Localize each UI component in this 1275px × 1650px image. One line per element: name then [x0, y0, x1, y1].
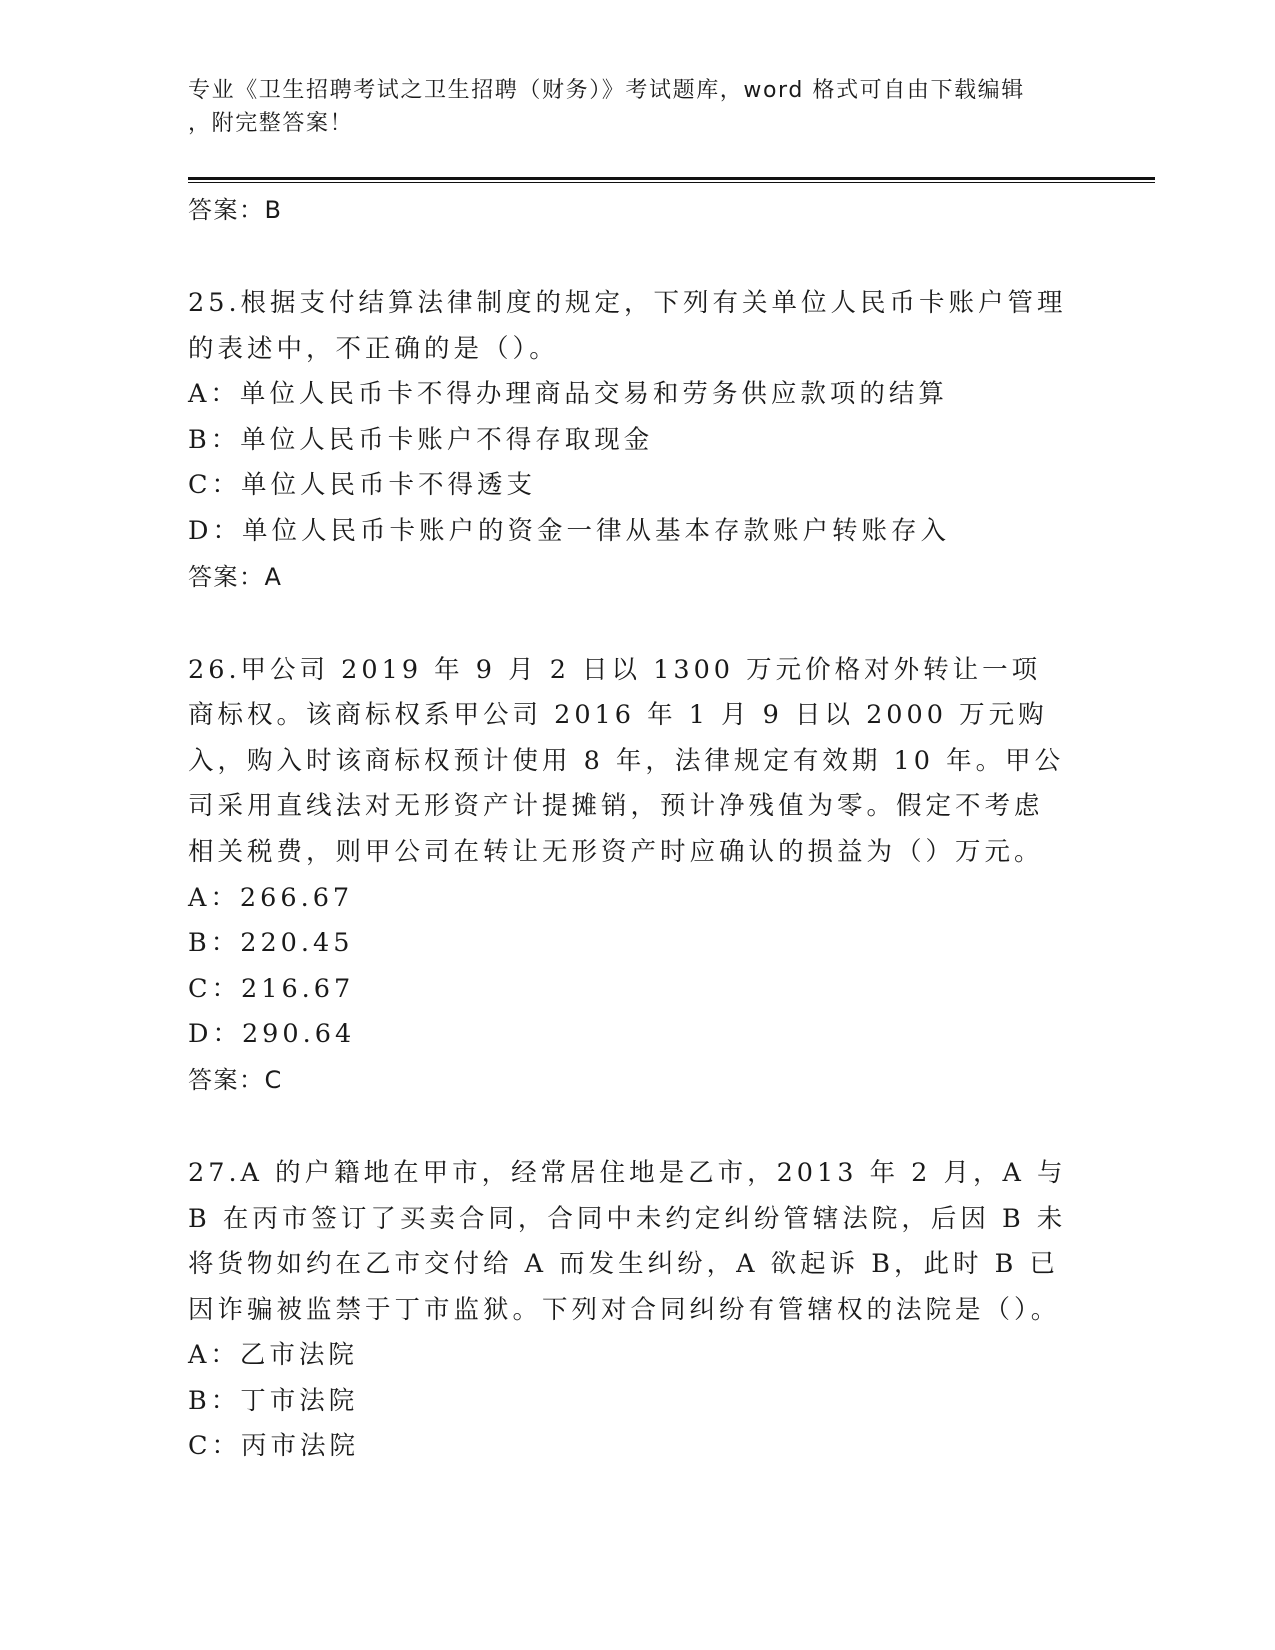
question-text: 27.A 的户籍地在甲市，经常居住地是乙市，2013 年 2 月，A 与 B 在丙市签订了买卖合同，合同中未约定纠纷管辖法院，后因 B 未将货物如约在乙市交付给 A 而发生纠纷，A 欲起诉 B，此时 B 已因诈骗被监禁于丁市监狱。下列对合同纠纷有管辖权的法院是（）。 — [188, 1157, 1067, 1325]
option-c: C：单位人民币卡不得透支 — [188, 470, 537, 501]
answer-line: 答案：A — [188, 562, 283, 591]
document-header — [188, 74, 1088, 140]
question-27 — [188, 1151, 1068, 1470]
option-b: B：丁市法院 — [188, 1385, 359, 1416]
option-d: D：290.64 — [188, 1019, 356, 1050]
answer-value: A — [264, 562, 283, 591]
option-b: B：220.45 — [188, 928, 354, 959]
option-c: C：216.67 — [188, 973, 355, 1004]
option-a: A：乙市法院 — [188, 1340, 358, 1371]
question-list — [188, 188, 1068, 1470]
answer-line: 答案：C — [188, 1065, 283, 1094]
header-line-2: ，附完整答案！ — [188, 111, 354, 136]
question-text: 26.甲公司 2019 年 9 月 2 日以 1300 万元价格对外转让一项商标权。该商标权系甲公司 2016 年 1 月 9 日以 2000 万元购入，购入时该商标权预计使用 8 年，法律规定有效期 10 年。甲公司采用直线法对无形资产计提摊销，预计净残值为零。假定不考虑相关税费，则甲公司在转让无形资产时应确认的损益为（）万元。 — [188, 654, 1065, 867]
question-text: 25.根据支付结算法律制度的规定，下列有关单位人民币卡账户管理的表述中，不正确的是（）。 — [188, 288, 1067, 364]
option-d: D：单位人民币卡账户的资金一律从基本存款账户转账存入 — [188, 515, 950, 546]
answer-value: C — [264, 1065, 283, 1094]
header-line-1: 专业《卫生招聘考试之卫生招聘（财务）》考试题库，word 格式可自由下载编辑 — [188, 78, 1025, 103]
option-a: A：266.67 — [188, 882, 354, 913]
question-25 — [188, 281, 1068, 600]
option-c: C：丙市法院 — [188, 1431, 360, 1462]
option-a: A：单位人民币卡不得办理商品交易和劳务供应款项的结算 — [188, 379, 948, 410]
option-b: B：单位人民币卡账户不得存取现金 — [188, 424, 654, 455]
previous-answer: 答案：B — [188, 196, 283, 224]
header-rule-thin — [188, 182, 1155, 183]
header-rule-thick — [188, 177, 1155, 180]
question-26 — [188, 648, 1068, 1103]
previous-answer-value: B — [264, 196, 283, 224]
